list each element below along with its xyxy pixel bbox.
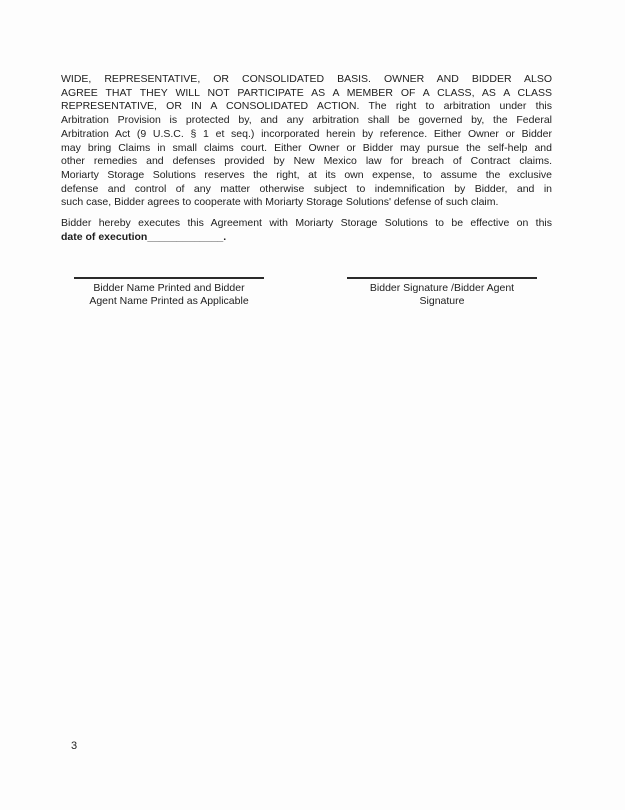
paragraph-line: WIDE, REPRESENTATIVE, OR CONSOLIDATED BASIS. OWNER AND BIDDER ALSO (61, 73, 552, 85)
paragraph-line: Arbitration Provision is protected by, and any arbitration shall be governed by, the Federal (61, 114, 552, 127)
paragraph-line: AGREE THAT THEY WILL NOT PARTICIPATE AS A MEMBER OF A CLASS, AS A CLASS (61, 86, 552, 99)
execution-paragraph-line: Bidder hereby executes this Agreement with Moriarty Storage Solutions to be effective on this (61, 217, 552, 230)
bidder-name-label-line1: Bidder Name Printed and Bidder (93, 282, 245, 294)
date-of-execution-label: date of execution (61, 230, 148, 243)
execution-paragraph (61, 217, 552, 244)
paragraph-line: REPRESENTATIVE, OR IN A CONSOLIDATED ACTION. The right to arbitration under this (61, 100, 552, 113)
bidder-name-signature-field[interactable] (74, 277, 264, 308)
arbitration-paragraph (61, 73, 552, 210)
document-body (61, 73, 552, 244)
date-of-execution-line (61, 231, 552, 245)
bidder-signature-label-line2: Signature (419, 295, 465, 308)
paragraph-line: Arbitration Act (9 U.S.C. § 1 et seq.) incorporated herein by reference. Either Owner or Bidder (61, 127, 552, 140)
page-number: 3 (71, 740, 78, 752)
bidder-signature-field[interactable] (347, 277, 537, 308)
bidder-signature-label-line1: Bidder Signature /Bidder Agent (369, 282, 515, 294)
date-of-execution-blank[interactable]: _____________ (147, 230, 224, 243)
paragraph-line: other remedies and defenses provided by New Mexico law for breach of Contract claims. (61, 155, 552, 168)
paragraph-line: Moriarty Storage Solutions reserves the right, at its own expense, to assume the exclusive (61, 168, 552, 181)
paragraph-line: such case, Bidder agrees to cooperate with Moriarty Storage Solutions' defense of such claim. (61, 196, 499, 209)
paragraph-line: may bring Claims in small claims court. Either Owner or Bidder may pursue the self-help and (61, 141, 552, 154)
paragraph-line: defense and control of any matter otherwise subject to indemnification by Bidder, and in (61, 182, 552, 195)
bidder-name-label-line2: Agent Name Printed as Applicable (89, 295, 249, 308)
date-of-execution-period: . (223, 230, 227, 243)
